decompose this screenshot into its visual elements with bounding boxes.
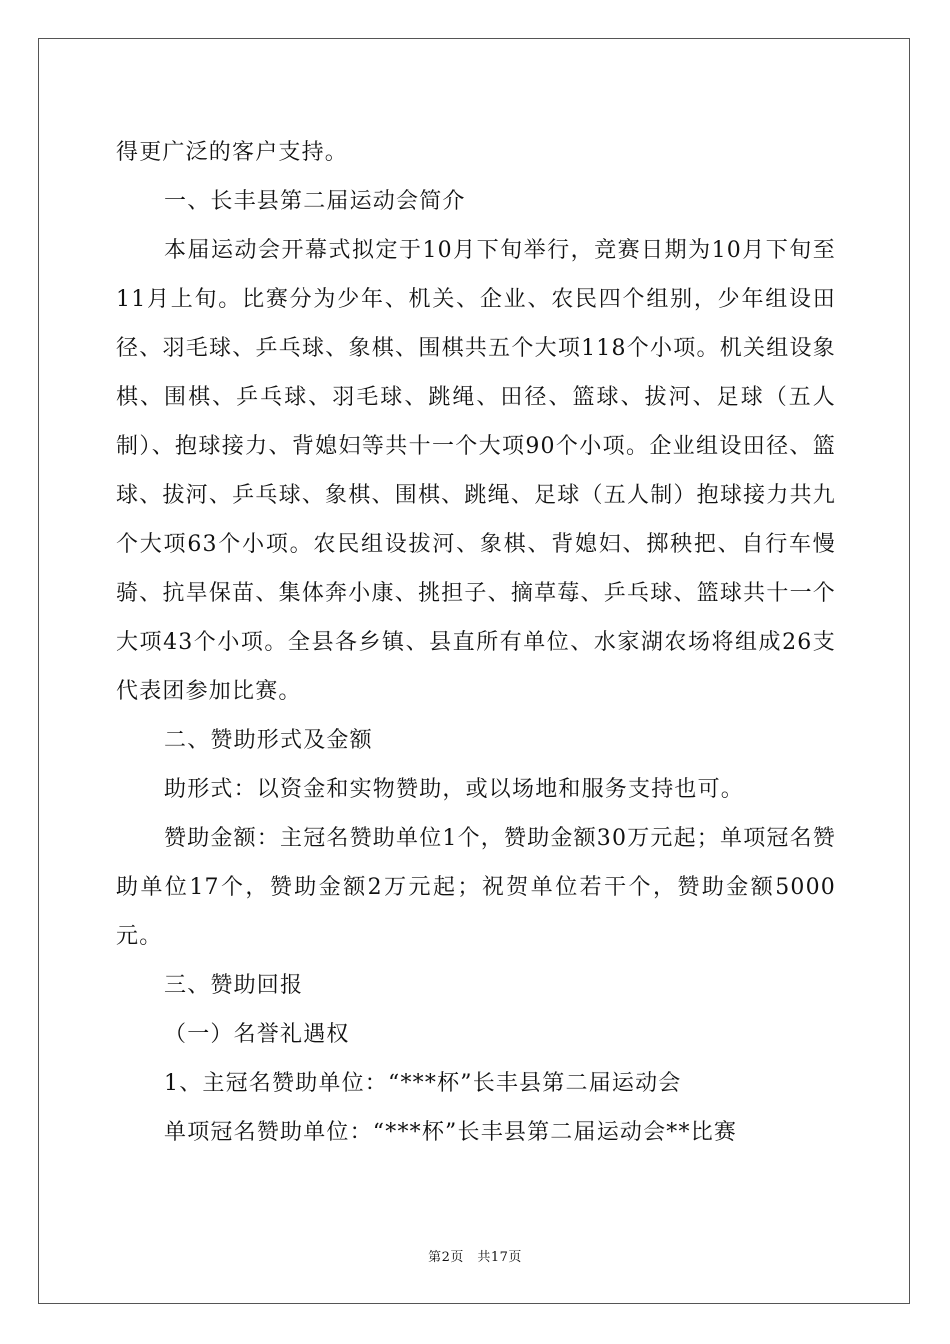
paragraph-sponsorship-form: 助形式：以资金和实物赞助，或以场地和服务支持也可。 [164, 777, 745, 802]
section-heading-rewards: 三、赞助回报 [164, 973, 304, 998]
section-heading-intro: 一、长丰县第二届运动会简介 [164, 189, 466, 214]
paragraph-intro-body: 本届运动会开幕式拟定于10月下旬举行，竞赛日期为10月下旬至11月上旬。比赛分为少年、机关、企业、农民四个组别，少年组设田径、羽毛球、乒乓球、象棋、围棋共五个大项118个小项。机关组设象棋、围棋、乒乓球、羽毛球、跳绳、田径、篮球、拔河、足球（五人制）、抱球接力、背媳妇等共十一个大项90个小项。企业组设田径、篮球、拔河、乒乓球、象棋、围棋、跳绳、足球（五人制）抱球接力共九个大项63个小项。农民组设拔河、象棋、背媳妇、掷秧把、自行车慢骑、抗旱保苗、集体奔小康、挑担子、摘草莓、乒乓球、篮球共十一个大项43个小项。全县各乡镇、县直所有单位、水家湖农场将组成26支代表团参加比赛。 [116, 238, 836, 704]
section-heading-sponsorship: 二、赞助形式及金额 [164, 728, 373, 753]
document-body [116, 128, 836, 1157]
paragraph-sponsorship-amount: 赞助金额：主冠名赞助单位1个，赞助金额30万元起；单项冠名赞助单位17个，赞助金额2万元起；祝贺单位若干个，赞助金额5000元。 [116, 826, 836, 949]
paragraph-main-sponsor: 1、主冠名赞助单位：“***杯”长丰县第二届运动会 [164, 1071, 682, 1096]
paragraph-single-sponsor: 单项冠名赞助单位：“***杯”长丰县第二届运动会**比赛 [164, 1120, 738, 1145]
paragraph-continuation: 得更广泛的客户支持。 [116, 140, 349, 165]
subsection-heading-honor: （一）名誉礼遇权 [164, 1022, 350, 1047]
page-number: 第2页 共17页 [428, 1250, 522, 1265]
